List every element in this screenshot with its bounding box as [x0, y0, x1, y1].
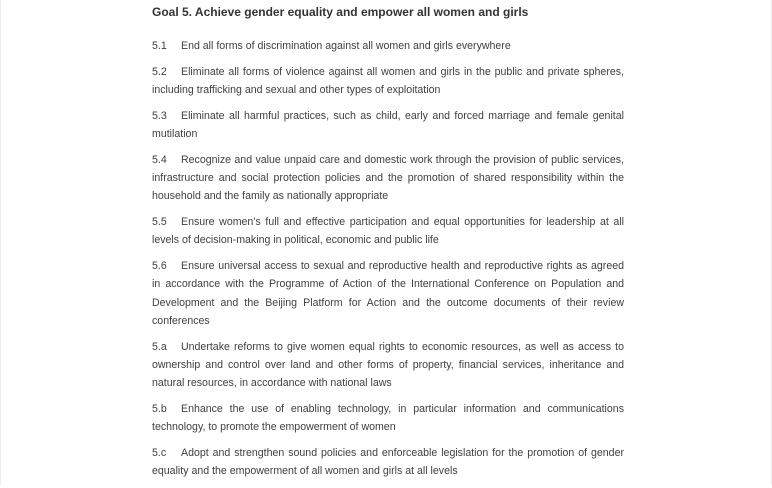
- target-number: 5.6: [152, 259, 167, 272]
- target-number: 5.b: [152, 402, 167, 415]
- target-5-5: [152, 213, 624, 250]
- target-text: End all forms of discrimination against all women and girls everywhere: [181, 40, 511, 52]
- target-text: Enhance the use of enabling technology, in particular information and communications technology, to promote the empowerment of women: [152, 402, 624, 434]
- target-number: 5.4: [152, 153, 167, 166]
- target-number: 5.c: [152, 446, 167, 459]
- target-text: Undertake reforms to give women equal rights to economic resources, as well as access to ownership and control over land and other forms of property, financial services, inheritance and natural resources, in accordance with national laws: [152, 340, 624, 390]
- target-text: Ensure universal access to sexual and reproductive health and reproductive rights as agreed in accordance with the Programme of Action of the International Conference on Population and Development and the Beijing Platform for Action and the outcome documents of their review conferences: [152, 259, 624, 327]
- target-number: 5.2: [152, 65, 167, 78]
- target-5-3: [152, 107, 624, 144]
- target-5-2: [152, 63, 624, 100]
- target-text: Eliminate all harmful practices, such as child, early and forced marriage and female genital mutilation: [152, 109, 624, 140]
- target-5-b: [152, 400, 624, 437]
- target-5-c: [152, 444, 624, 481]
- target-number: 5.1: [152, 40, 167, 52]
- target-number: 5.3: [152, 109, 167, 122]
- target-5-1: [152, 37, 624, 55]
- target-text: Recognize and value unpaid care and domestic work through the provision of public services, infrastructure and social protection policies and the promotion of shared responsibility within the household and the family as nationally appropriate: [152, 153, 624, 203]
- target-text: Adopt and strengthen sound policies and enforceable legislation for the promotion of gender equality and the empowerment of all women and girls at all levels: [152, 446, 624, 478]
- target-5-6: [152, 257, 624, 330]
- target-text: Ensure women’s full and effective participation and equal opportunities for leadership at all levels of decision-making in political, economic and public life: [152, 215, 624, 247]
- goal-title: Goal 5. Achieve gender equality and empower all women and girls: [152, 5, 529, 19]
- target-5-4: [152, 151, 624, 206]
- document-content: [152, 3, 624, 488]
- target-text: Eliminate all forms of violence against all women and girls in the public and private spheres, including trafficking and sexual and other types of exploitation: [152, 65, 624, 96]
- target-5-a: [152, 338, 624, 393]
- target-number: 5.a: [152, 340, 167, 353]
- target-number: 5.5: [152, 215, 167, 228]
